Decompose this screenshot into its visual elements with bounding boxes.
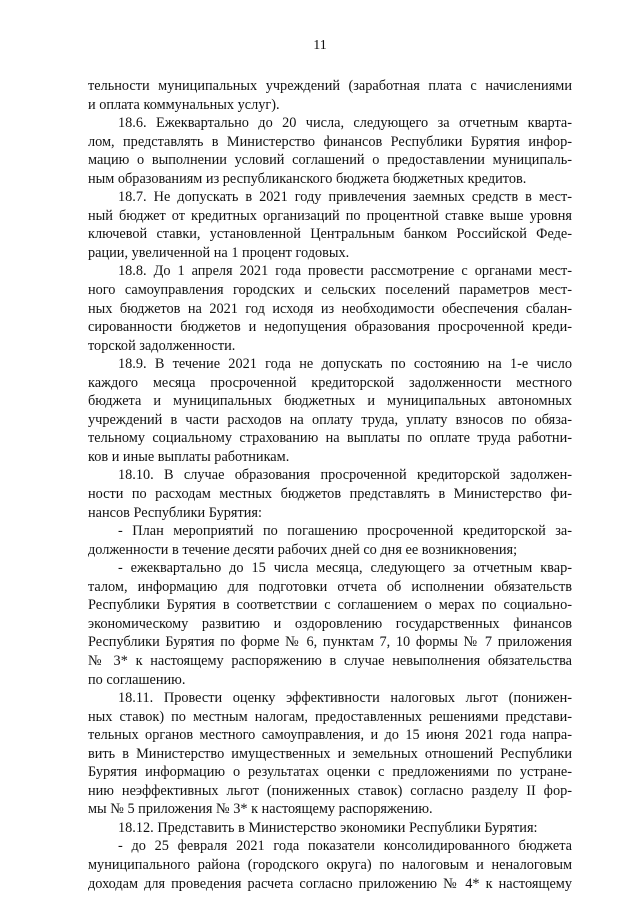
text-line: 18.6. Ежеквартально до 20 числа, следующего за отчетным кварта- xyxy=(118,115,572,132)
text-line: № 3* к настоящему распоряжению в случае невыполнения обязательства xyxy=(88,652,572,669)
text-line: нию неэффективных льгот (пониженных ставок) согласно разделу II фор- xyxy=(88,782,572,799)
text-line: каждого месяца просроченной кредиторской задолженности местного xyxy=(88,374,572,391)
paragraph-p18-10 xyxy=(88,466,572,522)
paragraph-p18-6 xyxy=(88,114,572,188)
text-line: и оплата коммунальных услуг). xyxy=(88,96,280,113)
text-line: учреждений в части расходов на оплату труда, уплату взносов по обяза- xyxy=(88,411,572,428)
text-line: 18.9. В течение 2021 года не допускать по состоянию на 1-е число xyxy=(118,356,572,373)
text-line: мацию о выполнении условий соглашений о предоставлении муниципаль- xyxy=(88,152,572,169)
text-line: рации, увеличенной на 1 процент годовых. xyxy=(88,244,350,261)
paragraph-p0 xyxy=(88,77,572,114)
text-line: - ежеквартально до 15 числа месяца, следующего за отчетным квар- xyxy=(118,560,572,577)
paragraph-p18-12-a xyxy=(88,837,572,893)
paragraph-p18-8 xyxy=(88,262,572,355)
text-line: 18.12. Представить в Министерство экономики Республики Бурятия: xyxy=(118,819,538,836)
text-line: торской задолженности. xyxy=(88,337,236,354)
text-line: мы № 5 приложения № 3* к настоящему распоряжению. xyxy=(88,801,433,818)
text-line: тельности муниципальных учреждений (заработная плата с начислениями xyxy=(88,78,572,94)
text-line: Бурятия информацию о результатах оценки с предложениями по устране- xyxy=(88,764,572,781)
text-line: 18.11. Провести оценку эффективности налоговых льгот (понижен- xyxy=(118,690,572,707)
text-line: тельных органов местного самоуправления, и до 15 июня 2021 года напра- xyxy=(88,727,572,744)
paragraph-p18-11 xyxy=(88,689,572,819)
text-line: ности по расходам местных бюджетов представлять в Министерство фи- xyxy=(88,486,572,503)
text-line: вить в Министерство имущественных и земельных отношений Республики xyxy=(88,745,572,762)
text-line: 18.7. Не допускать в 2021 году привлечения заемных средств в мест- xyxy=(118,189,572,206)
text-line: - до 25 февраля 2021 года показатели консолидированного бюджета xyxy=(118,838,572,855)
text-line: бюджета и муниципальных бюджетных и муниципальных автономных xyxy=(88,393,572,410)
body-text xyxy=(88,77,572,893)
text-line: долженности в течение десяти рабочих дней со дня ее возникновения; xyxy=(88,541,518,558)
text-line: 18.10. В случае образования просроченной кредиторской задолжен- xyxy=(118,467,572,484)
text-line: талом, информацию для подготовки отчета об исполнении обязательств xyxy=(88,578,572,595)
paragraph-p18-10-b xyxy=(88,559,572,689)
text-line: ного самоуправления городских и сельских поселений параметров мест- xyxy=(88,282,572,299)
text-line: по соглашению. xyxy=(88,671,186,688)
text-line: ных бюджетов на 2021 год исходя из необходимости обеспечения сбалан- xyxy=(88,300,572,317)
text-line: ным образованиям из республиканского бюджета бюджетных кредитов. xyxy=(88,170,527,187)
paragraph-p18-10-a xyxy=(88,522,572,559)
text-line: ный бюджет от кредитных организаций по процентной ставке выше уровня xyxy=(88,207,572,224)
text-line: экономическому развитию и оздоровлению государственных финансов xyxy=(88,615,572,632)
text-line: ков и иные выплаты работникам. xyxy=(88,448,290,465)
text-line: нансов Республики Бурятия: xyxy=(88,504,262,521)
text-line: доходам для проведения расчета согласно приложению № 4* к настоящему xyxy=(88,875,572,892)
paragraph-p18-7 xyxy=(88,188,572,262)
text-line: Республики Бурятия по форме № 6, пунктам 7, 10 формы № 7 приложения xyxy=(88,634,572,651)
paragraph-p18-9 xyxy=(88,355,572,466)
text-line: Республики Бурятия в соответствии с соглашением о мерах по социально- xyxy=(88,597,572,614)
page-number: 11 xyxy=(313,38,327,53)
text-line: 18.8. До 1 апреля 2021 года провести рассмотрение с органами мест- xyxy=(118,263,572,280)
text-line: муниципального района (городского округа) по налоговым и неналоговым xyxy=(88,856,572,873)
text-line: сированности бюджетов и недопущения образования просроченной креди- xyxy=(88,319,572,336)
text-line: ных ставок) по местным налогам, предоставленных решениями представи- xyxy=(88,708,572,725)
text-line: тельному социальному страхованию на выплаты по оплате труда работни- xyxy=(88,430,572,447)
text-line: ключевой ставки, установленной Центральным банком Российской Феде- xyxy=(88,226,572,243)
text-line: - План мероприятий по погашению просроченной кредиторской за- xyxy=(118,523,572,540)
text-line: лом, представлять в Министерство финансов Республики Бурятия инфор- xyxy=(88,133,572,150)
paragraph-p18-12 xyxy=(88,819,572,838)
